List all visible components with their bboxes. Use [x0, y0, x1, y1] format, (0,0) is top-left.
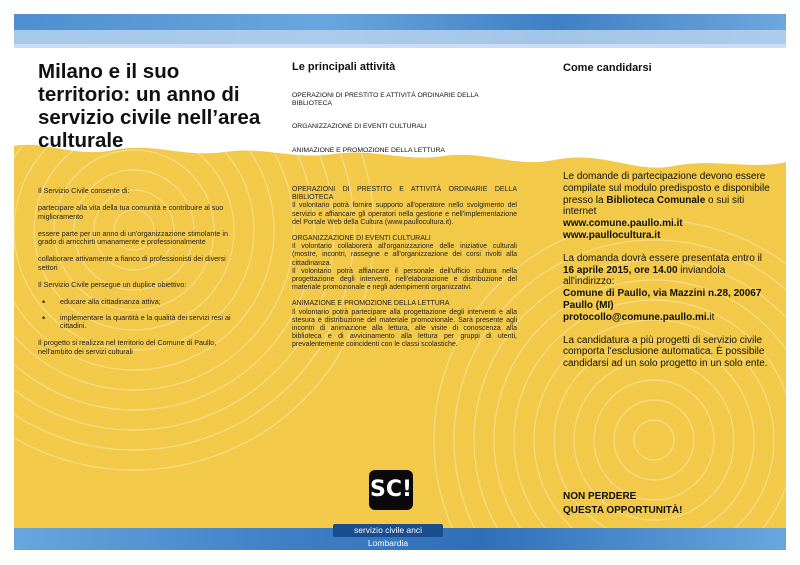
cta-line: NON PERDERE	[563, 491, 637, 502]
list-item: • educare alla cittadinanza attiva;	[60, 298, 241, 307]
email-link[interactable]: protocollo@comune.paullo.mi.	[563, 311, 710, 323]
activity-section	[292, 186, 517, 227]
section-heading: OPERAZIONI DI PRESTITO E ATTIVITÀ ORDINARIE DELLA BIBLIOTECA	[292, 186, 517, 202]
paragraph	[563, 253, 773, 324]
apply-details	[563, 171, 773, 381]
section-body: Il volontario potrà partecipare alla progettazione degli interventi e alla stesura e distribuzione del materiale promozionale. Sarà presente agli incontri di animazione alla lettura, alle visite di conoscenza alla biblioteca e di avvicinamento alla lettura per gruppi di utenti, prevalentemente coincidenti con le classi scolastiche.	[292, 308, 517, 349]
activities-list	[292, 92, 520, 170]
paragraph: collaborare attivamente a fianco di professionisti dei diversi settori	[38, 254, 226, 273]
text: o sui siti internet	[563, 194, 745, 218]
activities-details	[292, 186, 517, 358]
paragraph: Il progetto si realizza nel territorio del Comune di Paullo, nell'ambito dei servizi culturali	[38, 338, 217, 356]
library-name: Biblioteca Comunale	[606, 194, 706, 206]
text: inviandola all'indirizzo:	[563, 264, 726, 288]
list-item: ANIMAZIONE E PROMOZIONE DELLA LETTURA	[292, 146, 445, 154]
logo-caption: servizio civile anci Lombardia	[333, 524, 443, 537]
text: La domanda dovrà essere presentata entro il	[563, 252, 763, 264]
list-item: • implementare la quantità e la qualità dei servizi resi ai cittadini.	[60, 314, 241, 331]
activity-section	[292, 300, 517, 349]
top-blue-band-light	[14, 30, 786, 48]
activity-section	[292, 235, 517, 292]
section-body: Il volontario potrà fornire supporto all'operatore nello svolgimento del servizio e affiancare gli operatori nella gestione e nell'implementazione del Portale Web della Cultura (www.paullocultura.it).	[292, 202, 517, 226]
activities-heading: Le principali attività	[292, 61, 396, 73]
paragraph	[563, 171, 773, 242]
page-title: Milano e il suo territorio: un anno di servizio civile nell’area culturale	[38, 60, 261, 152]
paragraph: Il Servizio Civile persegue un duplice obiettivo:	[38, 280, 187, 290]
apply-heading: Come candidarsi	[563, 62, 652, 74]
logo-mark: SC!	[369, 470, 413, 510]
paragraph: La candidatura a più progetti di servizio civile comporta l'esclusione automatica. È possibile candidarsi ad un solo progetto in un solo ente.	[563, 334, 768, 370]
list-item: ORGANIZZAZIONE DI EVENTI CULTURALI	[292, 123, 427, 131]
cta-line: QUESTA OPPORTUNITÀ!	[563, 505, 683, 516]
paragraph: partecipare alla vita della tua comunità e contribuire al suo miglioramento	[38, 203, 224, 221]
section-body: Il volontario collaborerà all'organizzazione delle iniziative culturali (mostre, incontri, rassegne e all'organizzazione dei corsi rivolti alla cittadinanza.	[292, 243, 517, 267]
section-body: Il volontario potrà affiancare il personale dell'ufficio cultura nella progettazione degli interventi, nell'elaborazione e distribuzione del materiale promozionale e negli adempimenti organizzativi.	[292, 267, 517, 292]
paragraph: essere parte per un anno di un'organizzazione stimolante in grado di arricchirti umanamente e professionalmente	[38, 228, 228, 247]
servizio-civile-logo	[333, 470, 443, 548]
text: Le domande di partecipazione devono essere compilate sul modulo predisposto e disponibile presso la	[563, 171, 770, 206]
objectives-list	[38, 298, 241, 331]
email-suffix: it	[709, 311, 715, 323]
website-link[interactable]: www.paullocultura.it	[563, 229, 661, 241]
left-column	[38, 187, 241, 365]
website-link[interactable]: www.comune.paullo.mi.it	[563, 218, 683, 230]
deadline: 16 aprile 2015, ore 14.00	[563, 264, 678, 276]
section-heading: ORGANIZZAZIONE DI EVENTI CULTURALI	[292, 235, 431, 243]
postal-address: Comune di Paullo, via Mazzini n.28, 20067 Paullo (MI)	[563, 288, 762, 311]
list-item: OPERAZIONI DI PRESTITO E ATTIVITÀ ORDINARIE DELLA BIBLIOTECA	[292, 92, 479, 108]
call-to-action	[563, 490, 763, 518]
intro-text: Il Servizio Civile consente di:	[38, 186, 130, 195]
section-heading: ANIMAZIONE E PROMOZIONE DELLA LETTURA	[292, 300, 450, 308]
